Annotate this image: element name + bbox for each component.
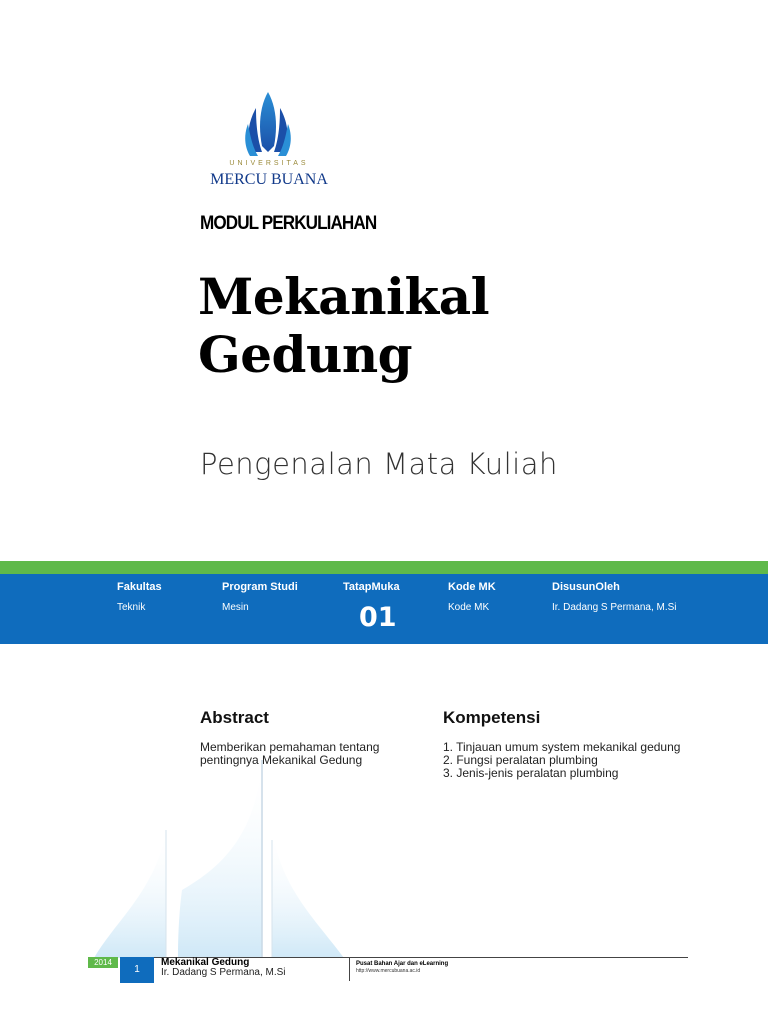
building-watermark-icon [86, 760, 366, 960]
prodi-label: Program Studi [222, 581, 298, 593]
title-line-1: Mekanikal [198, 267, 490, 326]
list-item: 3. Jenis-jenis peralatan plumbing [443, 766, 619, 780]
logo-universitas-text: UNIVERSITAS [229, 160, 309, 167]
kode-mk-label: Kode MK [448, 581, 496, 593]
page-title [198, 268, 489, 384]
list-item: 2. Fungsi peralatan plumbing [443, 753, 598, 767]
kompetensi-heading: Kompetensi [443, 708, 541, 727]
kompetensi-list [443, 741, 683, 780]
footer-year: 2014 [94, 958, 112, 967]
page-subtitle: Pengenalan Mata Kuliah [200, 447, 558, 481]
kode-mk-value: Kode MK [448, 602, 490, 613]
tatap-muka-value: 01 [359, 602, 397, 633]
footer-divider [349, 958, 350, 981]
tatap-muka-label: TatapMuka [343, 581, 400, 593]
footer-course-title: Mekanikal Gedung [161, 957, 250, 968]
footer-url: http://www.mercubuana.ac.id [356, 968, 421, 974]
prodi-value: Mesin [222, 602, 249, 613]
green-stripe [0, 561, 768, 574]
fakultas-label: Fakultas [117, 581, 162, 593]
logo-name-text: MERCU BUANA [210, 171, 328, 188]
footer-author: Ir. Dadang S Permana, M.Si [161, 967, 286, 978]
title-line-2: Gedung [198, 325, 413, 384]
footer-center-title: Pusat Bahan Ajar dan eLearning [356, 961, 449, 967]
disusun-oleh-label: DisusunOleh [552, 581, 620, 593]
abstract-heading: Abstract [200, 708, 269, 727]
disusun-oleh-value: Ir. Dadang S Permana, M.Si [552, 602, 677, 613]
fakultas-value: Teknik [117, 602, 146, 613]
module-label: MODUL PERKULIAHAN [200, 213, 377, 234]
abstract-text: Memberikan pemahaman tentang pentingnya Mekanikal Gedung [200, 740, 380, 767]
list-item: 1. Tinjauan umum system mekanikal gedung [443, 740, 681, 754]
footer-page-number: 1 [134, 964, 140, 975]
